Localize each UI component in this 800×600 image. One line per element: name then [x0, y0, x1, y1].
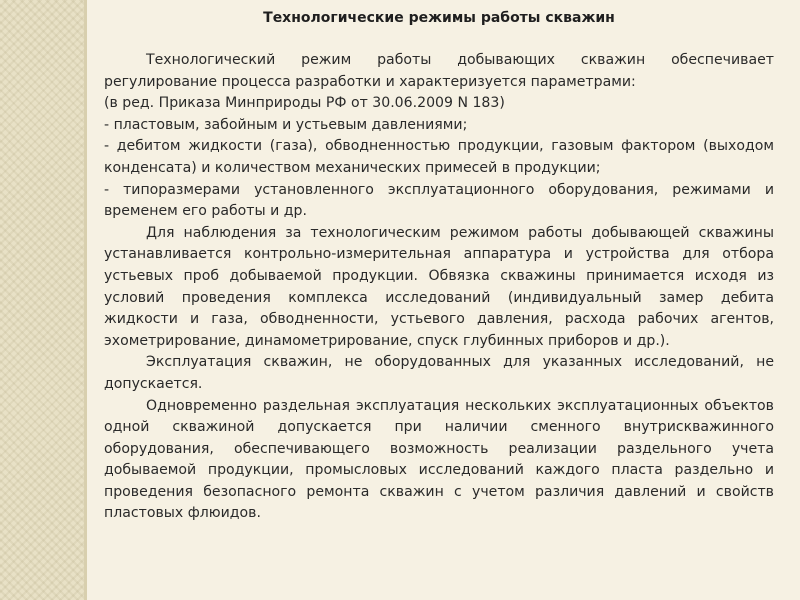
- list-item-flow-rate: - дебитом жидкости (газа), обводненностью продукции, газовым фактором (выходом конденсата) и количеством механических примесей в продукции;: [104, 138, 774, 176]
- decorative-left-border: [0, 0, 87, 600]
- paragraph-operation-restriction: Эксплуатация скважин, не оборудованных для указанных исследований, не допускается.: [104, 354, 774, 392]
- document-body: [104, 8, 774, 525]
- list-item-equipment: - типоразмерами установленного эксплуатационного оборудования, режимами и временем его работы и др.: [104, 181, 774, 220]
- list-item-pressures: - пластовым, забойным и устьевым давлениями;: [104, 116, 468, 133]
- page-title: Технологические режимы работы скважин: [263, 10, 615, 26]
- paragraph-separate-operation: Одновременно раздельная эксплуатация нескольких эксплуатационных объектов одной скважиной допускается при наличии сменного внутрискважинного оборудования, обеспечивающего возможность реализации раздельного учета добываемой продукции, промысловых исследований каждого пласта раздельно и проведения безопасного ремонта скважин с учетом различия давлений и свойств пластовых флюидов.: [104, 397, 774, 522]
- paragraph-amendment-note: (в ред. Приказа Минприроды РФ от 30.06.2009 N 183): [104, 95, 505, 112]
- paragraph-intro: Технологический режим работы добывающих скважин обеспечивает регулирование процесса разработки и характеризуется параметрами:: [104, 52, 774, 90]
- paragraph-monitoring: Для наблюдения за технологическим режимом работы добывающей скважины устанавливается контрольно-измерительная аппаратура и устройства для отбора устьевых проб добываемой продукции. Обвязка скважины принимается исходя из условий проведения комплекса исследований (индивидуальный замер дебита жидкости и газа, обводненности, устьевого давления, расхода рабочих агентов, эхометрирование, динамометрирование, спуск глубинных приборов и др.).: [104, 224, 774, 349]
